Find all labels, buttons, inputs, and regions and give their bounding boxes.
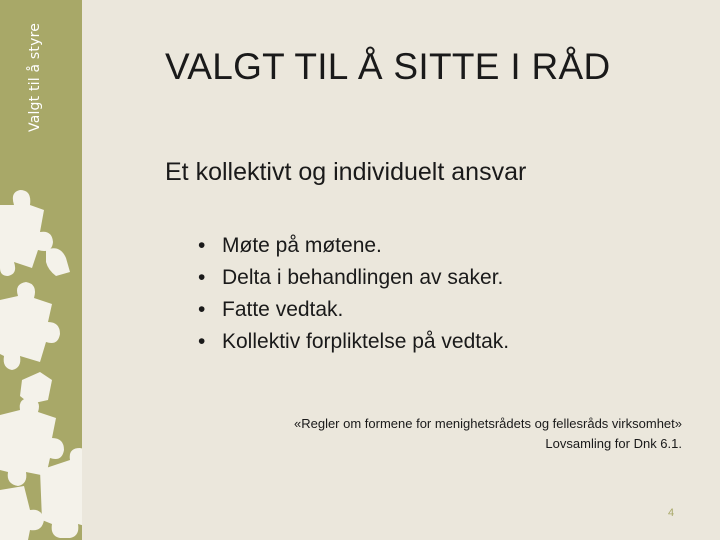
- sidebar: [0, 0, 82, 540]
- subtitle: Et kollektivt og individuelt ansvar: [165, 158, 527, 186]
- page-title: VALGT TIL Å SITTE I RÅD: [165, 46, 611, 87]
- bullet-item: • Fatte vedtak.: [198, 294, 509, 326]
- bullet-item: • Møte på møtene.: [198, 230, 509, 262]
- sidebar-label: Valgt til å styre: [27, 22, 43, 132]
- bullet-item: • Delta i behandlingen av saker.: [198, 262, 509, 294]
- source-quote: [294, 414, 682, 454]
- bullet-item: • Kollektiv forpliktelse på vedtak.: [198, 326, 509, 358]
- quote-source: Lovsamling for Dnk 6.1.: [545, 436, 682, 451]
- quote-line: «Regler om formene for menighetsrådets og fellesråds virksomhet»: [293, 416, 682, 431]
- bullet-list: [198, 230, 509, 358]
- page-number: 4: [668, 507, 675, 519]
